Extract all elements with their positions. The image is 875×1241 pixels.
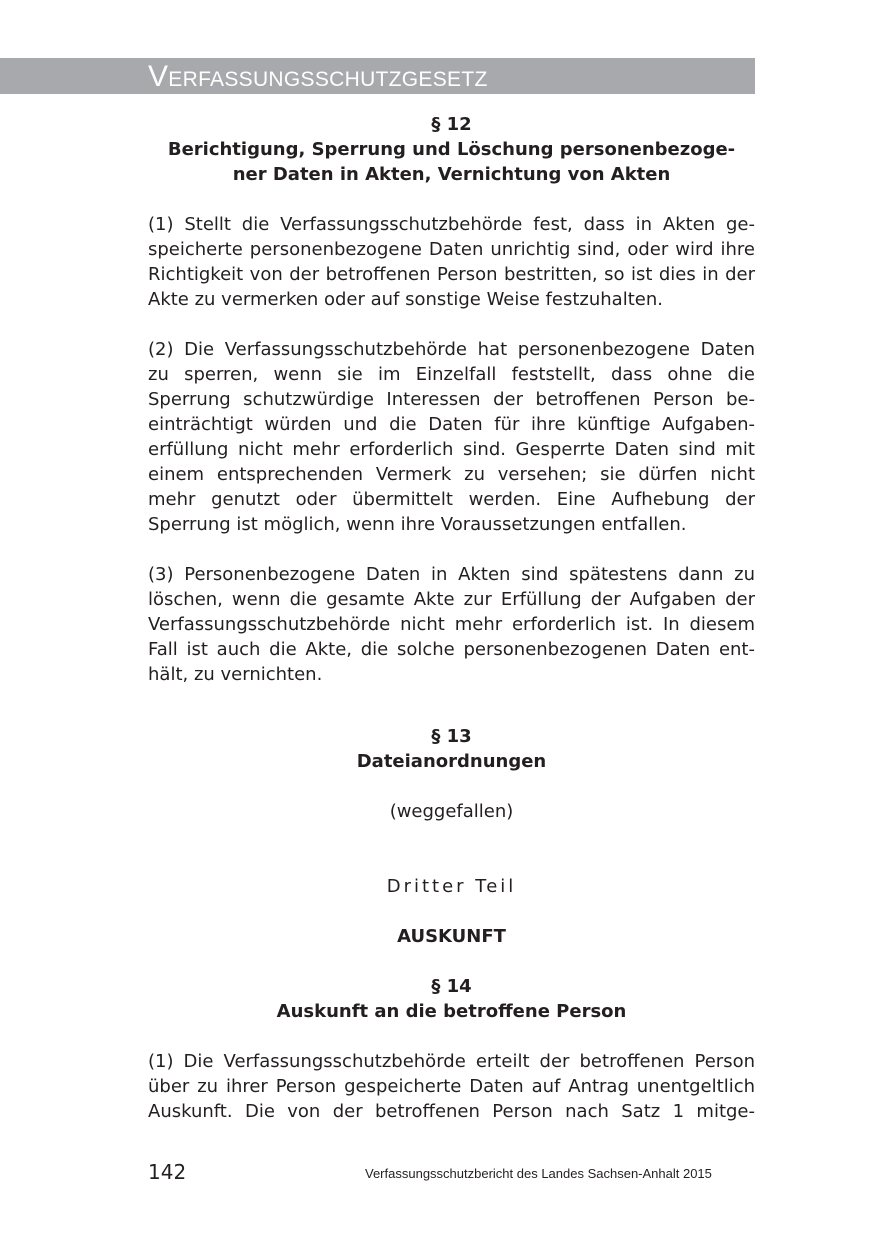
section-12-title-line-2: ner Daten in Akten, Vernichtung von Akten [232, 164, 671, 185]
section-12-paragraph-1: (1) Stellt die Verfassungsschutzbehörde fest, dass in Akten gespeicherte personenbezogene Daten unrichtig sind, oder wird ihre Richtigkeit von der betroffenen Person bestritten, so ist dies in der Akte zu vermerken oder auf sonstige Weise festzuhalten. [148, 214, 755, 310]
section-12-paragraph-3: (3) Personenbezogene Daten in Akten sind spätestens dann zu löschen, wenn die gesamte Akte zur Erfüllung der Aufgaben der Verfassungsschutzbehörde nicht mehr erforderlich ist. In diesem Fall ist auch die Akte, die solche personenbezogenen Daten enthält, zu vernichten. [148, 564, 755, 685]
part-label: Dritter Teil [386, 876, 517, 897]
page-number: 142 [148, 1160, 187, 1184]
section-12-title-line-1: Berichtigung, Sperrung und Löschung personenbezoge- [167, 139, 736, 160]
section-14-paragraph-1-line-3: Auskunft. Die von der betroffenen Person nach Satz 1 mitge- [148, 1101, 755, 1122]
section-13-title: Dateianordnungen [356, 751, 547, 772]
running-header-title: Verfassungsschutzgesetz [148, 60, 488, 93]
footer-publication: Verfassungsschutzbericht des Landes Sachsen-Anhalt 2015 [365, 1166, 712, 1181]
section-14-paragraph-1-line-1: (1) Die Verfassungsschutzbehörde erteilt der betroffenen Person [148, 1051, 755, 1072]
section-14-title: Auskunft an die betroffene Person [276, 1001, 627, 1022]
section-14-number: § 14 [431, 976, 472, 997]
section-12-number: § 12 [431, 114, 472, 135]
section-13-note: (weggefallen) [389, 801, 514, 822]
section-13-number: § 13 [431, 726, 472, 747]
section-12-paragraph-2: (2) Die Verfassungsschutzbehörde hat personenbezogene Daten zu sperren, wenn sie im Einzelfall feststellt, dass ohne die Sperrung schutzwürdige Interessen der betroffenen Person beeinträchtigt würden und die Daten für ihre künftige Aufgabenerfüllung nicht mehr erforderlich sind. Gesperrte Daten sind mit einem entsprechenden Vermerk zu versehen; sie dürfen nicht mehr genutzt oder übermittelt werden. Eine Aufhebung der Sperrung ist möglich, wenn ihre Voraussetzungen entfallen. [148, 339, 755, 535]
section-14-paragraph-1-line-2: über zu ihrer Person gespeicherte Daten auf Antrag unentgeltlich [148, 1076, 755, 1097]
part-title: AUSKUNFT [397, 926, 506, 947]
